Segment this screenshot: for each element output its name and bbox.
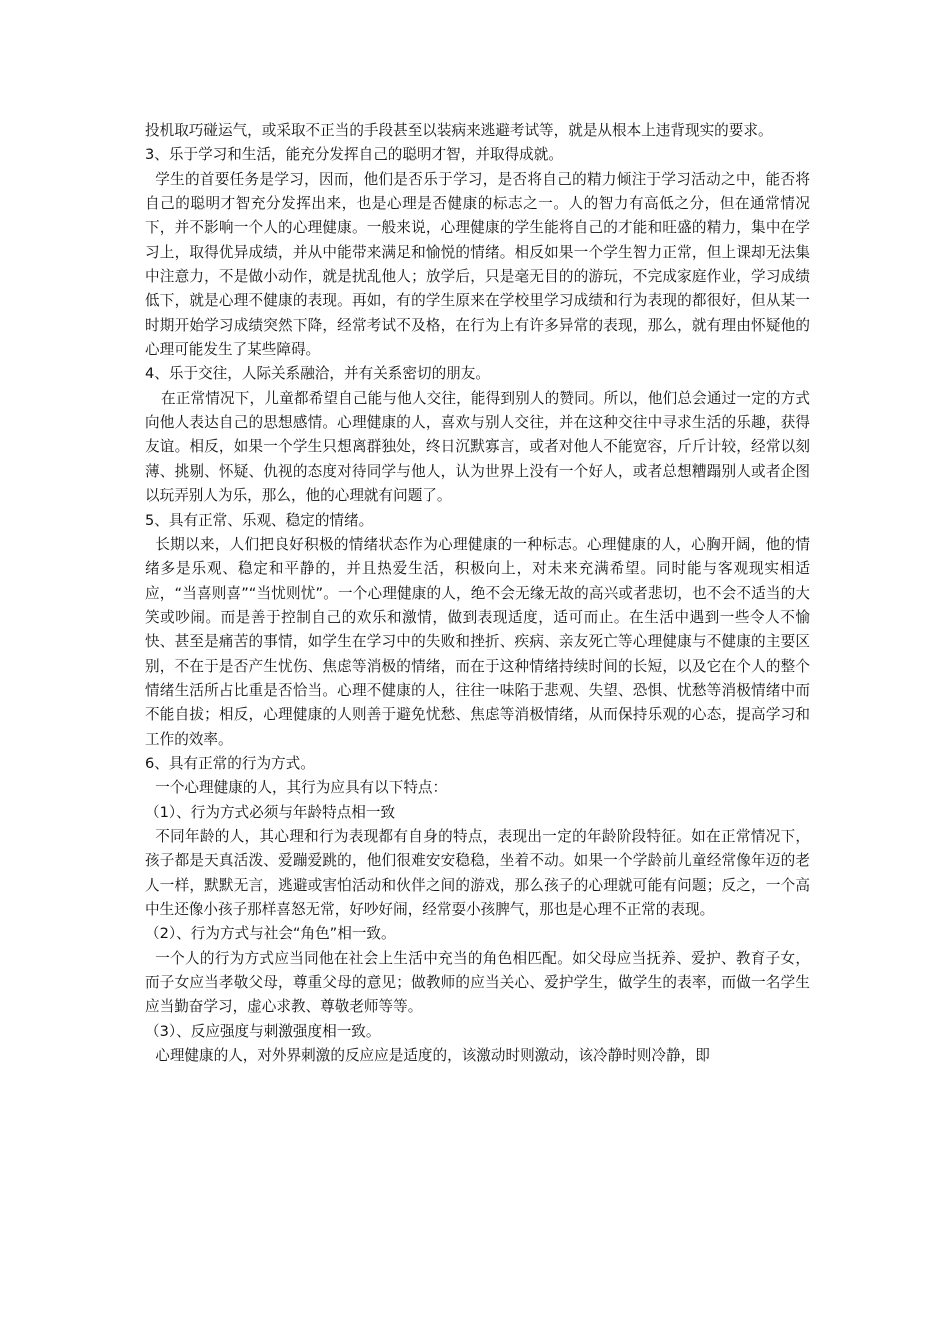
heading-4: 4、乐于交往，人际关系融洽，并有关系密切的朋友。	[145, 365, 490, 383]
paragraph-age: 不同年龄的人，其心理和行为表现都有自身的特点，表现出一定的年龄阶段特征。如在正常情况下，孩子都是天真活泼、爱蹦爱跳的，他们很难安安稳稳，坐着不动。如果一个学龄前儿童经常像年迈的老人一样，默默无言，逃避或害怕活动和伙伴之间的游戏，那么孩子的心理就可能有问题；反之，一个高中生还像小孩子那样喜怒无常，好吵好闹，经常耍小孩脾气，那也是心理不正常的表现。	[145, 827, 810, 918]
paragraph-reaction: 心理健康的人，对外界刺激的反应应是适度的，该激动时则激动，该冷静时则冷静，即	[155, 1047, 710, 1065]
paragraph-learning: 学生的首要任务是学习，因而，他们是否乐于学习，是否将自己的精力倾注于学习活动之中，能否将自己的聪明才智充分发挥出来，也是心理是否健康的标志之一。人的智力有高低之分，但在通常情况下，并不影响一个人的心理健康。一般来说，心理健康的学生能将自己的才能和旺盛的精力，集中在学习上，取得优异成绩，并从中能带来满足和愉悦的情绪。相反如果一个学生智力正常，但上课却无法集中注意力，不是做小动作，就是扰乱他人；放学后，只是毫无目的的游玩，不完成家庭作业，学习成绩低下，就是心理不健康的表现。再如，有的学生原来在学校里学习成绩和行为表现的都很好，但从某一时期开始学习成绩突然下降，经常考试不及格，在行为上有许多异常的表现，那么，就有理由怀疑他的心理可能发生了某些障碍。	[145, 170, 810, 359]
paragraph-emotion: 长期以来，人们把良好积极的情绪状态作为心理健康的一种标志。心理健康的人，心胸开阔，他的情绪多是乐观、稳定和平静的，并且热爱生活，积极向上，对未来充满希望。同时能与客观现实相适应，“当喜则喜”“当忧则忧”。一个心理健康的人，绝不会无缘无故的高兴或者悲切，也不会不适当的大笑或吵闹。而是善于控制自己的欢乐和激情，做到表现适度，适可而止。在生活中遇到一些令人不愉快、甚至是痛苦的事情，如学生在学习中的失败和挫折、疾病、亲友死亡等心理健康与不健康的主要区别，不在于是否产生忧伤、焦虑等消极的情绪，而在于这种情绪持续时间的长短，以及它在个人的整个情绪生活所占比重是否恰当。心理不健康的人，往往一味陷于悲观、失望、恐惧、忧愁等消极情绪中而不能自拔；相反，心理健康的人则善于避免忧愁、焦虑等消极情绪，从而保持乐观的心态，提高学习和工作的效率。	[145, 535, 810, 748]
paragraph-behavior-intro: 一个心理健康的人，其行为应具有以下特点：	[155, 779, 448, 797]
paragraph-social: 在正常情况下，儿童都希望自己能与他人交往，能得到别人的赞同。所以，他们总会通过一定的方式向他人表达自己的思想感情。心理健康的人，喜欢与别人交往，并在这种交往中寻求生活的乐趣，获得友谊。相反，如果一个学生只想离群独处，终日沉默寡言，或者对他人不能宽容，斤斤计较，经常以刻薄、挑剔、怀疑、仇视的态度对待同学与他人，认为世界上没有一个好人，或者总想糟蹋别人或者企图以玩弄别人为乐，那么，他的心理就有问题了。	[145, 389, 810, 505]
subheading-2: （2）、行为方式与社会“角色”相一致。	[145, 925, 396, 943]
subheading-1: （1）、行为方式必须与年龄特点相一致	[145, 803, 396, 821]
document-body	[145, 119, 810, 1068]
paragraph-continuation: 投机取巧碰运气，或采取不正当的手段甚至以装病来逃避考试等，就是从根本上违背现实的要求。	[145, 122, 773, 139]
heading-3: 3、乐于学习和生活，能充分发挥自己的聪明才智，并取得成就。	[145, 146, 563, 164]
heading-5: 5、具有正常、乐观、稳定的情绪。	[145, 511, 374, 529]
heading-6: 6、具有正常的行为方式。	[145, 754, 315, 772]
paragraph-role: 一个人的行为方式应当同他在社会上生活中充当的角色相匹配。如父母应当抚养、爱护、教育子女，而子女应当孝敬父母，尊重父母的意见；做教师的应当关心、爱护学生，做学生的表率，而做一名学生应当勤奋学习，虚心求教、尊敬老师等等。	[145, 949, 810, 1016]
subheading-3: （3）、反应强度与刺激强度相一致。	[145, 1022, 381, 1040]
